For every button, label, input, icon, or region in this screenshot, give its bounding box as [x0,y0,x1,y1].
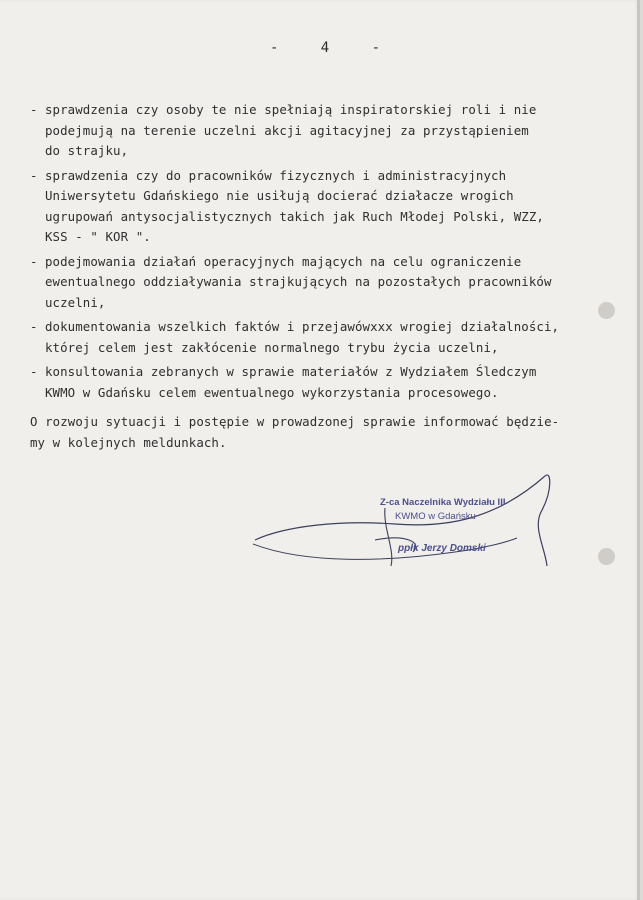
bullet-text: sprawdzenia czy do pracowników fizycznych i administracyjnych Uniwersytetu Gdańskiego nie usiłują docierać działacze wrogich ugrupowań antysocjalistycznych takich jak Ruch Młodej Polski, WZZ, KSS - " KOR ". [45,167,544,244]
bullet-item [30,362,590,403]
bullet-text: podejmowania działań operacyjnych mających na celu ograniczenie ewentualnego oddziaływania strajkujących na pozostałych pracowników uczelni, [45,253,552,310]
page-number [270,40,380,56]
bullet-dash: - [30,319,38,334]
bullet-item [30,166,590,248]
stamp-signatory: ppłk Jerzy Domski [398,543,486,554]
bullet-item [30,317,590,358]
bullet-item [30,252,590,314]
bullet-dash: - [30,102,38,117]
bullet-dash: - [30,253,38,269]
bullet-dash: - [30,167,38,183]
bullet-item [30,100,590,162]
closing-paragraph: O rozwoju sytuacji i postępie w prowadzonej sprawie informować będzie- my w kolejnych meldunkach. [30,414,560,450]
bullet-text: konsultowania zebranych w sprawie materiałów z Wydziałem Śledczym KWMO w Gdańsku celem ewentualnego wykorzystania procesowego. [45,364,537,400]
punch-hole-top [598,302,615,319]
official-stamp [380,496,505,556]
stamp-office: KWMO w Gdańsku [395,511,476,522]
page-number-dash-right: - [371,40,380,56]
punch-hole-bottom [598,548,615,565]
bullet-text: dokumentowania wszelkich faktów i przejawówxxx wrogiej działalności, której celem jest zakłócenie normalnego trybu życia uczelni, [45,319,560,355]
page-number-dash-left: - [270,40,279,56]
page-number-value: 4 [320,40,330,56]
bullet-dash: - [30,364,38,379]
document-body [30,100,590,453]
bullet-text: sprawdzenia czy osoby te nie spełniają inspiratorskiej roli i nie podejmują na terenie uczelni akcji agitacyjnej za przystąpieniem do strajku, [45,102,537,158]
page-edge [637,0,640,900]
stamp-title: Z-ca Naczelnika Wydziału III [380,497,506,508]
